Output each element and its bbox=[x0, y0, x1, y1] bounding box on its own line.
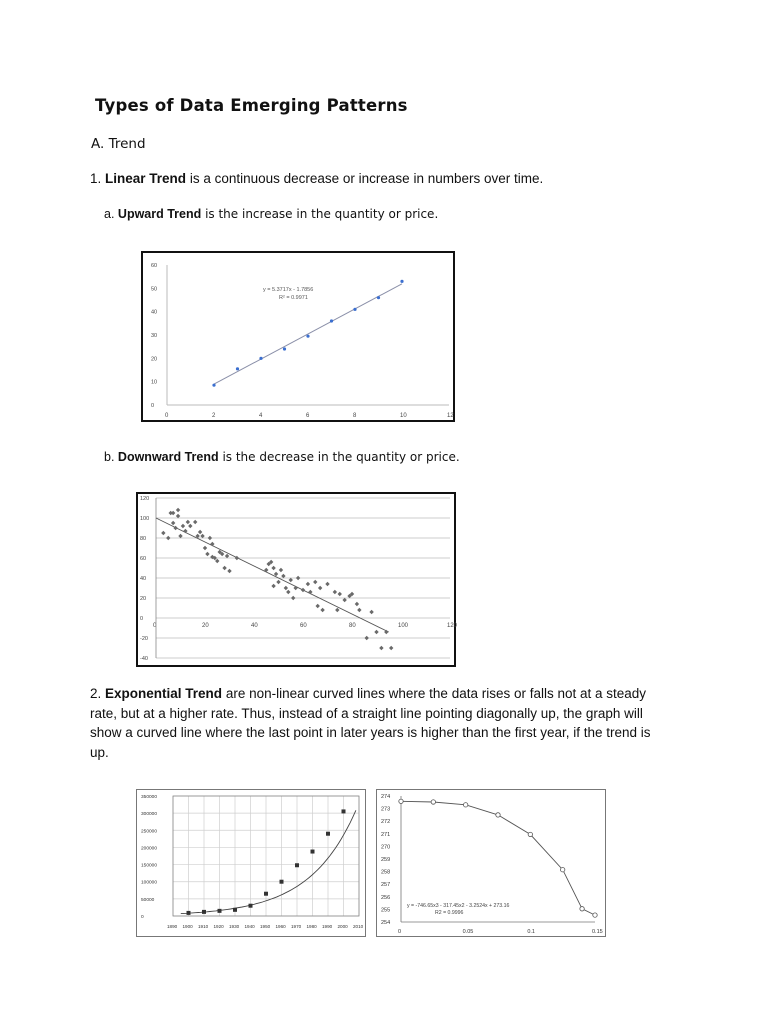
x-tick-label: 1980 bbox=[306, 924, 317, 929]
data-point bbox=[593, 913, 597, 917]
y-tick-label: 20 bbox=[151, 356, 158, 363]
x-tick-label: 60 bbox=[300, 623, 307, 629]
y-tick-label: 254 bbox=[381, 920, 391, 926]
y-tick-label: 50 bbox=[151, 286, 158, 293]
data-point bbox=[218, 909, 222, 913]
data-point bbox=[225, 554, 229, 558]
exponential-growth-plot bbox=[137, 790, 365, 936]
y-tick-label: 150000 bbox=[141, 863, 158, 869]
item-term: Upward Trend bbox=[117, 207, 202, 221]
y-tick-label: 100 bbox=[140, 516, 150, 522]
x-tick-label: 1910 bbox=[198, 924, 209, 929]
data-point bbox=[308, 590, 312, 594]
y-tick-label: 0 bbox=[151, 403, 155, 409]
item-term: Linear Trend bbox=[105, 171, 187, 186]
x-tick-label: 1940 bbox=[244, 924, 255, 929]
data-point bbox=[161, 531, 165, 535]
y-tick-label: 271 bbox=[381, 831, 391, 838]
x-tick-label: 1930 bbox=[229, 924, 240, 929]
y-tick-label: 60 bbox=[151, 263, 158, 269]
data-point bbox=[183, 529, 187, 533]
data-point bbox=[249, 904, 253, 908]
y-tick-label: 50000 bbox=[141, 897, 155, 903]
series-line bbox=[401, 801, 595, 915]
item-upward-trend bbox=[104, 207, 438, 221]
x-tick-label: 6 bbox=[306, 413, 310, 419]
data-point bbox=[325, 582, 329, 586]
data-point bbox=[316, 604, 320, 608]
y-tick-label: 350000 bbox=[141, 795, 158, 800]
data-point bbox=[181, 524, 185, 528]
data-point bbox=[198, 530, 202, 534]
downward-trend-chart bbox=[136, 492, 456, 667]
data-point bbox=[353, 308, 356, 311]
y-tick-label: 272 bbox=[381, 819, 391, 826]
item-text: are non-linear curved lines where the data rises or falls not at a steady rate, but at a higher rate. Thus, instead of a straight line pointing diagonally up, the graph will show a curved line where the last point in later years is higher than the first year, if the trend is up. bbox=[90, 686, 651, 760]
section-heading: A. Trend bbox=[91, 136, 146, 152]
data-point bbox=[342, 598, 346, 602]
y-tick-label: 300000 bbox=[141, 812, 158, 818]
data-point bbox=[236, 367, 239, 370]
x-tick-label: 0 bbox=[165, 413, 169, 419]
data-point bbox=[227, 569, 231, 573]
x-tick-label: 1950 bbox=[260, 924, 271, 929]
data-point bbox=[295, 863, 299, 867]
item-linear-trend bbox=[90, 169, 543, 188]
data-point bbox=[186, 520, 190, 524]
x-tick-label: 0.05 bbox=[462, 929, 474, 935]
data-point bbox=[264, 892, 268, 896]
data-point bbox=[400, 280, 403, 283]
data-point bbox=[233, 908, 237, 912]
data-point bbox=[357, 608, 361, 612]
item-text: is the increase in the quantity or price. bbox=[201, 207, 439, 221]
data-point bbox=[333, 590, 337, 594]
x-tick-label: 1960 bbox=[275, 924, 286, 929]
data-point bbox=[496, 813, 500, 817]
x-tick-label: 20 bbox=[202, 623, 209, 629]
trendline bbox=[156, 518, 389, 632]
data-point bbox=[286, 590, 290, 594]
y-tick-label: 274 bbox=[381, 794, 391, 800]
data-point bbox=[271, 584, 275, 588]
exponential-growth-chart bbox=[136, 789, 366, 937]
item-text: is a continuous decrease or increase in numbers over time. bbox=[186, 171, 544, 186]
data-point bbox=[355, 602, 359, 606]
item-exponential-trend bbox=[90, 684, 670, 762]
y-tick-label: 258 bbox=[381, 869, 391, 876]
x-tick-label: 1890 bbox=[167, 924, 178, 929]
y-tick-label: 273 bbox=[381, 806, 391, 813]
y-tick-label: 255 bbox=[381, 907, 391, 914]
item-number: b. bbox=[104, 450, 115, 464]
page-title: Types of Data Emerging Patterns bbox=[95, 96, 408, 115]
data-point bbox=[338, 592, 342, 596]
item-downward-trend bbox=[104, 450, 460, 464]
data-point bbox=[188, 524, 192, 528]
data-point bbox=[187, 911, 191, 915]
data-point bbox=[306, 335, 309, 338]
y-tick-label: 120 bbox=[140, 496, 150, 502]
data-point bbox=[528, 832, 532, 836]
item-number: a. bbox=[104, 207, 115, 221]
y-tick-label: 257 bbox=[381, 882, 391, 889]
data-point bbox=[580, 907, 584, 911]
r-squared-label: R² = 0.9971 bbox=[279, 295, 308, 301]
x-tick-label: 2000 bbox=[337, 924, 348, 929]
data-point bbox=[318, 586, 322, 590]
data-point bbox=[208, 536, 212, 540]
x-tick-label: 0 bbox=[153, 623, 157, 629]
y-tick-label: 100000 bbox=[141, 880, 158, 886]
x-tick-label: 80 bbox=[349, 623, 356, 629]
x-tick-label: 1970 bbox=[291, 924, 302, 929]
data-point bbox=[222, 566, 226, 570]
data-point bbox=[281, 574, 285, 578]
item-text: is the decrease in the quantity or price. bbox=[218, 450, 460, 464]
r-squared-label: R2 = 0.9996 bbox=[435, 910, 464, 916]
data-point bbox=[342, 809, 346, 813]
data-point bbox=[280, 880, 284, 884]
y-tick-label: -20 bbox=[140, 636, 148, 642]
x-tick-label: 8 bbox=[353, 413, 357, 419]
data-point bbox=[279, 568, 283, 572]
data-point bbox=[560, 868, 564, 872]
data-point bbox=[320, 608, 324, 612]
data-point bbox=[296, 576, 300, 580]
y-tick-label: 270 bbox=[381, 844, 391, 851]
x-tick-label: 12 bbox=[447, 413, 454, 419]
data-point bbox=[399, 799, 403, 803]
data-point bbox=[306, 582, 310, 586]
data-point bbox=[431, 800, 435, 804]
data-point bbox=[379, 646, 383, 650]
data-point bbox=[335, 608, 339, 612]
data-point bbox=[374, 630, 378, 634]
data-point bbox=[301, 588, 305, 592]
x-tick-label: 4 bbox=[259, 413, 263, 419]
data-point bbox=[289, 578, 293, 582]
data-point bbox=[176, 514, 180, 518]
data-point bbox=[293, 586, 297, 590]
item-number: 1. bbox=[90, 171, 102, 186]
y-tick-label: 250000 bbox=[141, 829, 158, 835]
downward-trend-plot bbox=[138, 494, 458, 665]
y-tick-label: 60 bbox=[140, 556, 147, 562]
data-point bbox=[330, 319, 333, 322]
data-point bbox=[291, 596, 295, 600]
data-point bbox=[171, 511, 175, 515]
data-point bbox=[166, 536, 170, 540]
data-point bbox=[283, 347, 286, 350]
x-tick-label: 10 bbox=[400, 413, 407, 419]
y-tick-label: 256 bbox=[381, 894, 391, 901]
upward-trend-plot bbox=[143, 253, 453, 420]
data-point bbox=[463, 803, 467, 807]
equation-label: y = 5.3717x - 1.7856 bbox=[263, 287, 314, 293]
y-tick-label: 80 bbox=[140, 536, 147, 542]
data-point bbox=[284, 586, 288, 590]
data-point bbox=[276, 580, 280, 584]
data-point bbox=[259, 357, 262, 360]
data-point bbox=[313, 580, 317, 584]
data-point bbox=[176, 508, 180, 512]
item-term: Exponential Trend bbox=[105, 686, 223, 701]
data-point bbox=[178, 534, 182, 538]
polynomial-decline-plot bbox=[377, 790, 605, 936]
y-tick-label: 20 bbox=[140, 596, 147, 602]
data-point bbox=[326, 832, 330, 836]
data-point bbox=[215, 559, 219, 563]
data-point bbox=[210, 542, 214, 546]
x-tick-label: 1920 bbox=[213, 924, 224, 929]
data-point bbox=[311, 850, 315, 854]
upward-trend-chart bbox=[141, 251, 455, 422]
y-tick-label: 0 bbox=[141, 915, 144, 920]
x-tick-label: 2 bbox=[212, 413, 216, 419]
data-point bbox=[171, 521, 175, 525]
data-point bbox=[377, 296, 380, 299]
data-point bbox=[274, 572, 278, 576]
y-tick-label: 40 bbox=[151, 309, 158, 316]
x-tick-label: 120 bbox=[447, 623, 458, 629]
data-point bbox=[193, 520, 197, 524]
x-tick-label: 2010 bbox=[353, 924, 364, 929]
x-tick-label: 40 bbox=[251, 623, 258, 629]
polynomial-decline-chart bbox=[376, 789, 606, 937]
equation-label: y = -746.65x3 - 317.45x2 - 3.2524x + 273.16 bbox=[407, 903, 510, 909]
x-tick-label: 100 bbox=[398, 623, 409, 629]
item-number: 2. bbox=[90, 686, 102, 701]
y-tick-label: 200000 bbox=[141, 846, 158, 852]
x-tick-label: 0.1 bbox=[527, 929, 535, 935]
y-tick-label: 0 bbox=[140, 616, 144, 622]
y-tick-label: -40 bbox=[140, 656, 148, 662]
x-tick-label: 1990 bbox=[322, 924, 333, 929]
data-point bbox=[202, 910, 206, 914]
data-point bbox=[389, 646, 393, 650]
trend-curve bbox=[181, 810, 356, 913]
data-point bbox=[369, 610, 373, 614]
trendline bbox=[214, 284, 402, 384]
y-tick-label: 259 bbox=[381, 857, 391, 863]
x-tick-label: 0.15 bbox=[592, 929, 603, 935]
data-point bbox=[365, 636, 369, 640]
y-tick-label: 30 bbox=[151, 333, 158, 339]
item-term: Downward Trend bbox=[117, 450, 219, 464]
x-tick-label: 1900 bbox=[182, 924, 193, 929]
data-point bbox=[200, 534, 204, 538]
data-point bbox=[205, 552, 209, 556]
y-tick-label: 40 bbox=[140, 576, 147, 582]
data-point bbox=[203, 546, 207, 550]
data-point bbox=[212, 384, 215, 387]
x-tick-label: 0 bbox=[398, 929, 402, 935]
y-tick-label: 10 bbox=[151, 379, 158, 386]
data-point bbox=[271, 566, 275, 570]
